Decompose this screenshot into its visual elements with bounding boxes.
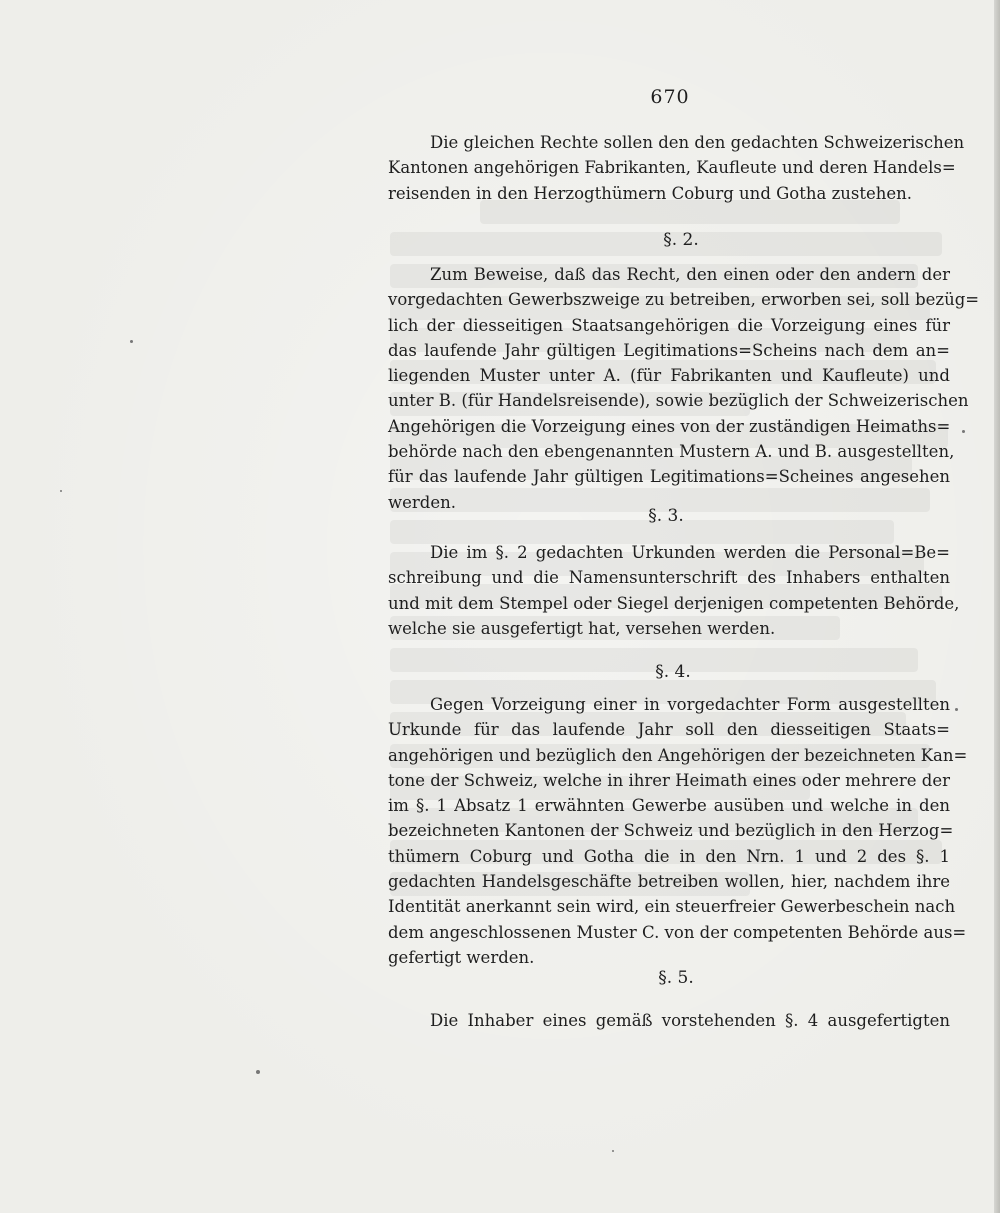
section-heading-2: §. 2. <box>663 230 699 250</box>
scan-speck <box>256 1070 260 1074</box>
text-line: tone der Schweiz, welche in ihrer Heimath eines oder mehrere der <box>388 770 950 790</box>
text-line: für das laufende Jahr gültigen Legitimations=Scheines angesehen <box>388 467 950 487</box>
page-edge <box>994 0 1000 1213</box>
paragraph-intro <box>388 130 965 206</box>
scan-speck <box>612 1150 614 1152</box>
text-line: werden. <box>388 492 456 512</box>
text-line: Die gleichen Rechte sollen den den gedachten Schweizerischen <box>430 133 965 152</box>
paragraph-section-3 <box>388 540 960 641</box>
page-number: 670 <box>650 86 690 108</box>
text-line: bezeichneten Kantonen der Schweiz und bezüglich in den Herzog= <box>388 821 954 841</box>
text-line: unter B. (für Handelsreisende), sowie bezüglich der Schweizerischen <box>388 391 969 411</box>
text-line: lich der diesseitigen Staatsangehörigen die Vorzeigung eines für <box>388 315 950 335</box>
text-line: und mit dem Stempel oder Siegel derjenigen competenten Behörde, <box>388 593 960 613</box>
text-line: Kantonen angehörigen Fabrikanten, Kaufleute und deren Handels= <box>388 158 956 178</box>
text-line: Die im §. 2 gedachten Urkunden werden die Personal=Be= <box>430 543 950 562</box>
scan-speck <box>962 430 965 433</box>
text-line: schreibung und die Namensunterschrift des Inhabers enthalten <box>388 568 950 588</box>
paragraph-section-4 <box>388 692 968 970</box>
text-line: angehörigen und bezüglich den Angehörigen der bezeichneten Kan= <box>388 745 968 765</box>
text-line: das laufende Jahr gültigen Legitimations=Scheins nach dem an= <box>388 340 950 360</box>
text-line: gefertigt werden. <box>388 947 535 967</box>
text-line: Urkunde für das laufende Jahr soll den diesseitigen Staats= <box>388 720 950 740</box>
text-line: behörde nach den ebengenannten Mustern A. und B. ausgestellten, <box>388 442 955 462</box>
text-line: vorgedachten Gewerbszweige zu betreiben, erworben sei, soll bezüg= <box>388 290 980 310</box>
text-line: Identität anerkannt sein wird, ein steuerfreier Gewerbeschein nach <box>388 897 956 917</box>
scan-speck <box>60 490 62 492</box>
paragraph-section-5 <box>388 1008 950 1033</box>
text-line: reisenden in den Herzogthümern Coburg und Gotha zustehen. <box>388 183 913 203</box>
scan-speck <box>955 708 958 711</box>
text-line: thümern Coburg und Gotha die in den Nrn. 1 und 2 des §. 1 <box>388 846 950 866</box>
text-line: Angehörigen die Vorzeigung eines von der zuständigen Heimaths= <box>388 416 951 436</box>
scan-speck <box>130 340 133 343</box>
paragraph-section-2 <box>388 262 980 515</box>
text-line: Gegen Vorzeigung einer in vorgedachter Form ausgestellten <box>430 695 950 714</box>
text-line: liegenden Muster unter A. (für Fabrikanten und Kaufleute) und <box>388 366 950 386</box>
text-line: im §. 1 Absatz 1 erwähnten Gewerbe ausüben und welche in den <box>388 796 950 816</box>
text-line: dem angeschlossenen Muster C. von der competenten Behörde aus= <box>388 922 967 942</box>
text-line: Die Inhaber eines gemäß vorstehenden §. 4 ausgefertigten <box>430 1011 950 1030</box>
section-heading-3: §. 3. <box>648 506 684 526</box>
section-heading-5: §. 5. <box>658 968 694 988</box>
text-line: gedachten Handelsgeschäfte betreiben wollen, hier, nachdem ihre <box>388 872 950 892</box>
text-line: welche sie ausgefertigt hat, versehen werden. <box>388 618 776 638</box>
text-line: Zum Beweise, daß das Recht, den einen oder den andern der <box>430 265 950 284</box>
section-heading-4: §. 4. <box>655 662 691 682</box>
